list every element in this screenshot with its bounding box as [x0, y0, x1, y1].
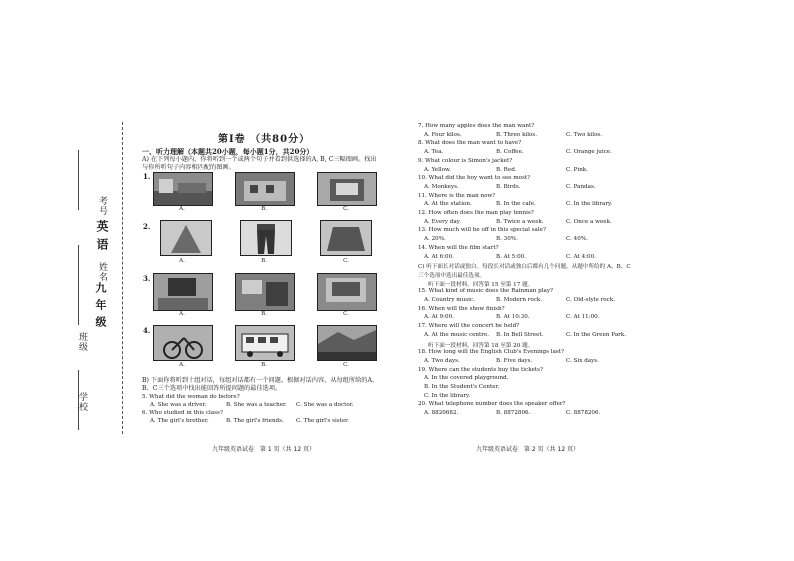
part-a-instructions-2: 与你所听句子内容相匹配的图画。	[142, 164, 235, 171]
q6-option-b: B. The girl's friends.	[226, 418, 284, 424]
option-b: B. In the cafe.	[496, 201, 536, 208]
picture-q2-c	[320, 220, 372, 256]
picture-q3-c	[317, 273, 377, 311]
name-label: 姓名	[97, 262, 107, 282]
part-b-instructions-2: B、C三个选项中找出能回答所提问题的最佳选项。	[142, 385, 282, 392]
option-label: C.	[343, 258, 349, 264]
option-c: C. Pandas.	[566, 183, 596, 190]
option-label: C.	[343, 206, 349, 212]
option-a: A. 8820682.	[424, 410, 459, 417]
question-number: 2.	[143, 222, 151, 231]
question-text: 9. What colour is Simon's jacket?	[418, 157, 513, 164]
option-label: C.	[343, 362, 349, 368]
option-c: C. Old-style rock.	[566, 297, 615, 303]
option-c: C. At 4:00.	[566, 253, 596, 260]
q6-option-a: A. The girl's brother.	[150, 418, 209, 424]
option-b: B. Five days.	[496, 357, 533, 364]
question-text: 14. When will the film start?	[418, 244, 499, 251]
q6-option-c: C. The girl's sister.	[296, 418, 350, 424]
option-b: B. Red.	[496, 166, 517, 173]
part-c-instructions-2: 三个选项中选出最佳选项。	[418, 272, 486, 279]
option-c: C. In the Green Park.	[566, 331, 626, 338]
page-1-footer: 九年级英语试卷 第 1 页（共 12 页）	[212, 446, 316, 453]
paper-title: 第Ⅰ卷 （共80分）	[218, 134, 311, 145]
option-b: B. Modern rock.	[496, 297, 543, 303]
option-a: A. Every day.	[424, 218, 461, 225]
question-number: 3.	[143, 274, 151, 283]
option-label: A.	[179, 311, 185, 317]
subject-label: 英 语	[95, 220, 109, 252]
question-6: 6. Who studied in this class?	[142, 410, 223, 416]
option-c: C. Pink.	[566, 166, 588, 173]
option-a: A. At the station.	[424, 201, 472, 208]
option-a: A. Monkeys.	[424, 183, 459, 190]
option-b: B. At 10:30.	[496, 314, 530, 321]
question-text: 20. What telephone number does the speaker offer?	[418, 401, 566, 408]
option-label: B.	[261, 311, 267, 317]
exam-number-label: 考号	[97, 196, 107, 216]
picture-q3-a	[153, 273, 213, 311]
part-a-instructions-1: A) 在下列每小题内，你将听到一个或两个句子并看到供选择的A, B, C三幅图画。找出	[142, 156, 377, 163]
question-text: 19. Where can the students buy the tickets?	[418, 366, 544, 373]
option-label: A.	[179, 362, 185, 368]
grade-label: 九 年 级	[94, 282, 107, 328]
option-label: B.	[261, 258, 267, 264]
page-2-footer: 九年级英语试卷 第 2 页（共 12 页）	[476, 446, 580, 453]
picture-q4-c	[317, 325, 377, 361]
option-label: B.	[261, 362, 267, 368]
option-a: A. At 6:00.	[424, 253, 454, 260]
picture-q3-b	[235, 273, 295, 311]
picture-q2-a	[160, 220, 212, 256]
question-text: 15. What kind of music does the Rainman play?	[418, 288, 554, 295]
part-c-instructions-1: C) 听下面长对话或独白。每段长对话或独白后都有几个问题，从题中所给的 A、B、C	[418, 264, 631, 271]
option-label: A.	[179, 206, 185, 212]
listening-section-heading: 一、听力理解（本题共20小题，每小题1分，共20分）	[142, 147, 314, 156]
option-b: B. In the Student's Center.	[424, 384, 500, 390]
option-a: A. Country music.	[424, 297, 475, 303]
option-a: A. Yellow.	[424, 166, 451, 173]
option-c: C. 40%.	[566, 236, 588, 243]
option-a: A. Tea.	[424, 149, 444, 156]
question-text: 13. How much will be off in this special sale?	[418, 227, 546, 234]
part-b-instructions-1: B) 下面你将听到十组对话，每组对话都有一个问题。根据对话内容，从每组所给的A、	[142, 377, 379, 384]
option-c: C. In the library.	[424, 392, 471, 399]
question-text: 7. How many apples does the man want?	[418, 123, 535, 129]
question-number: 1.	[143, 172, 151, 181]
question-text: 12. How often does the man play tennis?	[418, 210, 534, 216]
question-text: 18. How long will the English Club's Evenings last?	[418, 349, 565, 356]
option-a: A. Two days.	[424, 357, 460, 364]
q5-option-a: A. She was a driver.	[150, 402, 207, 408]
option-c: C. In the library.	[566, 201, 613, 208]
option-a: A. At the music centre.	[424, 331, 490, 338]
option-c: C. Two kilos.	[566, 131, 603, 138]
q5-option-b: B. She was a teacher.	[226, 402, 287, 408]
question-5: 5. What did the woman do before?	[142, 394, 240, 400]
question-text: 16. When will the show finish?	[418, 305, 505, 312]
picture-q4-b	[235, 325, 295, 361]
option-label: B.	[261, 206, 267, 212]
question-number: 4.	[143, 326, 151, 335]
option-label: C.	[343, 311, 349, 317]
option-label: A.	[179, 258, 185, 264]
question-text: 8. What does the man want to have?	[418, 140, 522, 147]
picture-q2-b	[240, 220, 292, 256]
picture-q1-c	[317, 172, 377, 206]
option-b: B. Three kilos.	[496, 131, 538, 138]
option-c: C. 8878206.	[566, 410, 601, 417]
option-a: A. At 9:00.	[424, 314, 454, 321]
question-text: 10. What did the boy want to see most?	[418, 175, 531, 182]
option-b: B. At 5:00.	[496, 253, 526, 260]
option-c: C. Orange juice.	[566, 149, 612, 156]
picture-q4-a	[153, 325, 213, 361]
option-b: B. In Bell Street.	[496, 331, 544, 338]
binding-cut-line	[122, 122, 123, 434]
question-text: 17. Where will the concert be held?	[418, 323, 520, 330]
q5-option-c: C. She was a doctor.	[296, 402, 354, 408]
picture-q1-a	[153, 172, 213, 206]
question-text: 11. Where is the man now?	[418, 192, 496, 199]
picture-q1-b	[235, 172, 295, 206]
option-b: B. Twice a week.	[496, 218, 544, 225]
option-c: C. At 11:00.	[566, 314, 600, 321]
option-a: A. 20%.	[424, 236, 446, 243]
option-a: A. Four kilos.	[424, 131, 462, 138]
option-b: B. Birds.	[496, 183, 521, 190]
option-c: C. Once a week.	[566, 218, 612, 225]
listen-instruction-1: 听下面一段材料，回答第 15 至第 17 题。	[428, 281, 534, 288]
option-a: A. In the covered playground.	[424, 375, 509, 382]
listen-instruction-2: 听下面一段材料，回答第 18 至第 20 题。	[428, 342, 534, 349]
class-label: 班级	[77, 332, 87, 352]
option-b: B. Coffee.	[496, 149, 524, 156]
option-b: B. 8872806.	[496, 410, 531, 417]
school-label: 学校	[77, 392, 87, 412]
option-c: C. Six days.	[566, 357, 599, 364]
option-b: B. 30%.	[496, 236, 518, 243]
